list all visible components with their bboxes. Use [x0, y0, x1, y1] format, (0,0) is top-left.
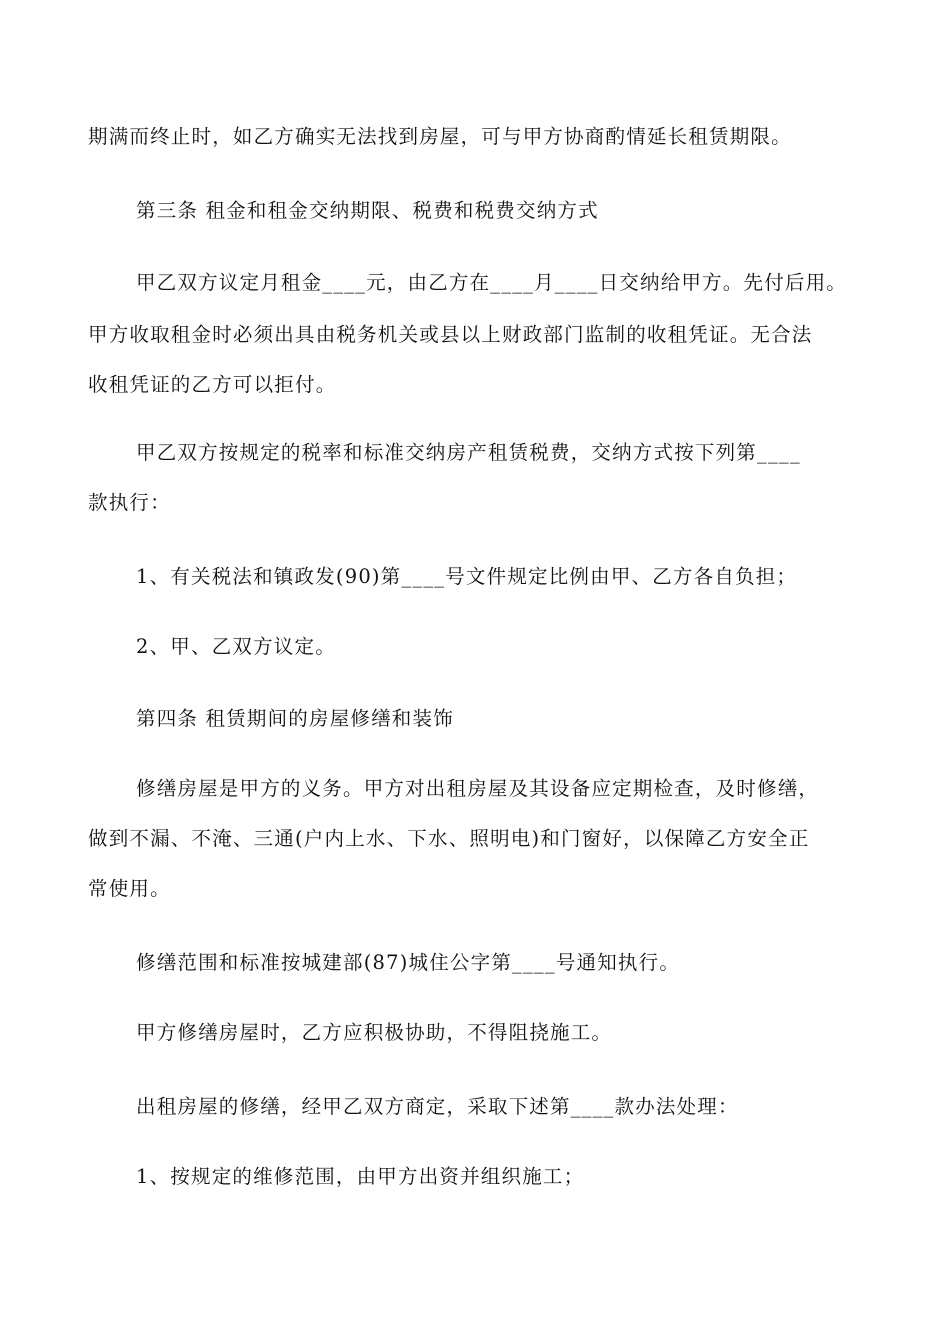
paragraph-line: 收租凭证的乙方可以拒付。 — [88, 373, 337, 396]
list-item: 1、有关税法和镇政发(90)第____号文件规定比例由甲、乙方各自负担； — [136, 565, 798, 588]
section-heading: 第三条 租金和租金交纳期限、税费和税费交纳方式 — [136, 199, 599, 222]
paragraph-line: 出租房屋的修缮，经甲乙双方商定，采取下述第____款办法处理： — [136, 1095, 739, 1118]
paragraph-line: 做到不漏、不淹、三通(户内上水、下水、照明电)和门窗好，以保障乙方安全正 — [88, 827, 810, 850]
list-item: 2、甲、乙双方议定。 — [136, 635, 336, 658]
paragraph-line: 甲方修缮房屋时，乙方应积极协助，不得阻挠施工。 — [136, 1021, 613, 1044]
paragraph-line: 修缮范围和标准按城建部(87)城住公字第____号通知执行。 — [136, 951, 681, 974]
list-item: 1、按规定的维修范围，由甲方出资并组织施工； — [136, 1165, 585, 1188]
paragraph-line: 修缮房屋是甲方的义务。甲方对出租房屋及其设备应定期检查，及时修缮， — [136, 777, 820, 800]
paragraph-line: 甲方收取租金时必须出具由税务机关或县以上财政部门监制的收租凭证。无合法 — [88, 323, 813, 346]
paragraph-line: 甲乙双方按规定的税率和标准交纳房产租赁税费，交纳方式按下列第____ — [136, 441, 801, 464]
section-heading: 第四条 租赁期间的房屋修缮和装饰 — [136, 707, 454, 730]
paragraph-line: 款执行： — [88, 491, 171, 514]
paragraph-line: 期满而终止时，如乙方确实无法找到房屋，可与甲方协商酌情延长租赁期限。 — [88, 125, 792, 148]
paragraph-line: 甲乙双方议定月租金____元，由乙方在____月____日交纳给甲方。先付后用。 — [136, 271, 848, 294]
paragraph-line: 常使用。 — [88, 877, 171, 900]
